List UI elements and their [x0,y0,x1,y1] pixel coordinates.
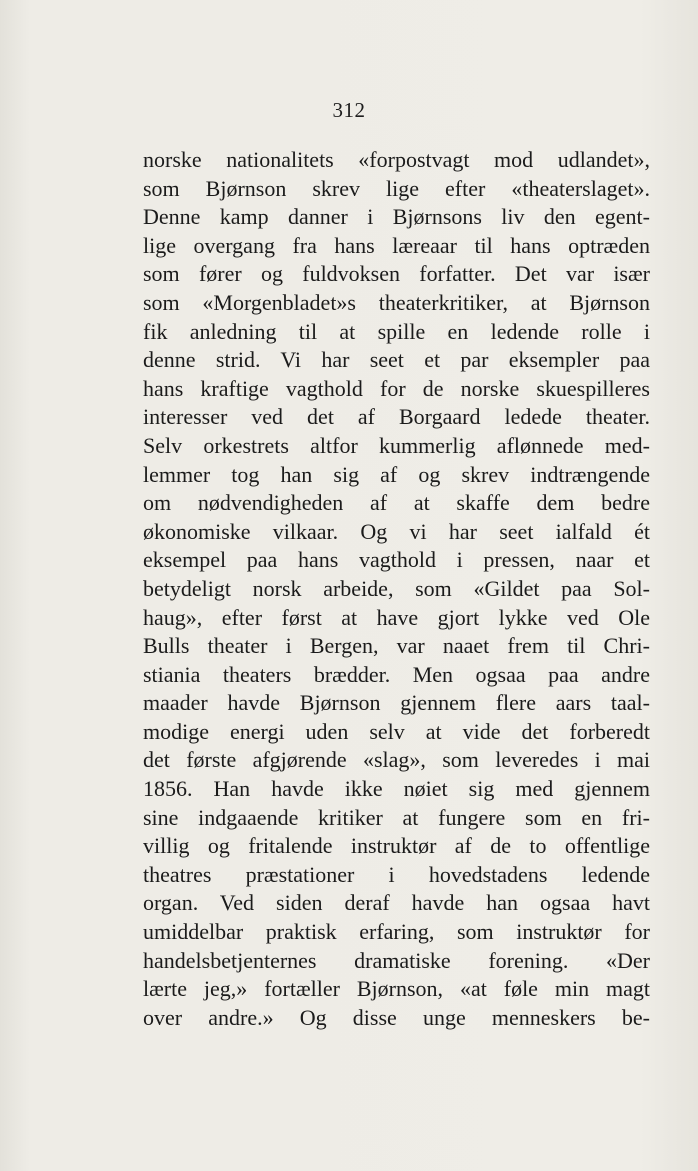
text-line: norske nationalitets «forpostvagt mod udlandet», [143,147,650,172]
text-line: lemmer tog han sig af og skrev indtrængende [143,461,650,487]
text-line: det første afgjørende «slag», som leveredes i mai [143,747,650,773]
text-line: fik anledning til at spille en ledende rolle i [143,318,650,344]
text-line: theatres præstationer i hovedstadens ledende [143,861,650,887]
text-line: betydeligt norsk arbeide, som «Gildet paa Sol- [143,575,650,601]
text-line: villig og fritalende instruktør af de to offentlige [143,833,650,859]
text-line: umiddelbar praktisk erfaring, som instruktør for [143,919,650,945]
text-line: lige overgang fra hans læreaar til hans optræden [143,232,650,258]
text-line: som Bjørnson skrev lige efter «theaterslaget». [143,175,650,201]
text-line: over andre.» Og disse unge menneskers be- [143,1004,650,1030]
text-line: modige energi uden selv at vide det forberedt [143,718,650,744]
text-line: lærte jeg,» fortæller Bjørnson, «at føle min magt [143,976,650,1002]
text-line: denne strid. Vi har seet et par eksempler paa [143,347,650,373]
text-line: økonomiske vilkaar. Og vi har seet ialfald ét [143,518,650,544]
text-line: haug», efter først at have gjort lykke ved Ole [143,604,650,630]
text-line: maader havde Bjørnson gjennem flere aars taal- [143,690,650,716]
text-line: interesser ved det af Borgaard ledede theater. [143,404,650,430]
text-line: hans kraftige vagthold for de norske skuespilleres [143,375,650,401]
text-line: om nødvendigheden af at skaffe dem bedre [143,490,650,516]
text-line: Selv orkestrets altfor kummerlig aflønnede med- [143,432,650,458]
text-line: som fører og fuldvoksen forfatter. Det var især [143,261,650,287]
text-line: eksempel paa hans vagthold i pressen, naar et [143,547,650,573]
text-line: 1856. Han havde ikke nøiet sig med gjennem [143,776,650,802]
text-line: Bulls theater i Bergen, var naaet frem til Chri- [143,633,650,659]
text-line: organ. Ved siden deraf havde han ogsaa havt [143,890,650,916]
text-line: som «Morgenbladet»s theaterkritiker, at Bjørnson [143,289,650,315]
page-number: 312 [332,98,366,122]
text-line: Denne kamp danner i Bjørnsons liv den egent- [143,204,650,230]
text-line: sine indgaaende kritiker at fungere som en fri- [143,804,650,830]
text-line: handelsbetjenternes dramatiske forening. «Der [143,947,650,973]
body-text [143,146,650,1032]
text-line: stiania theaters brædder. Men ogsaa paa andre [143,661,650,687]
